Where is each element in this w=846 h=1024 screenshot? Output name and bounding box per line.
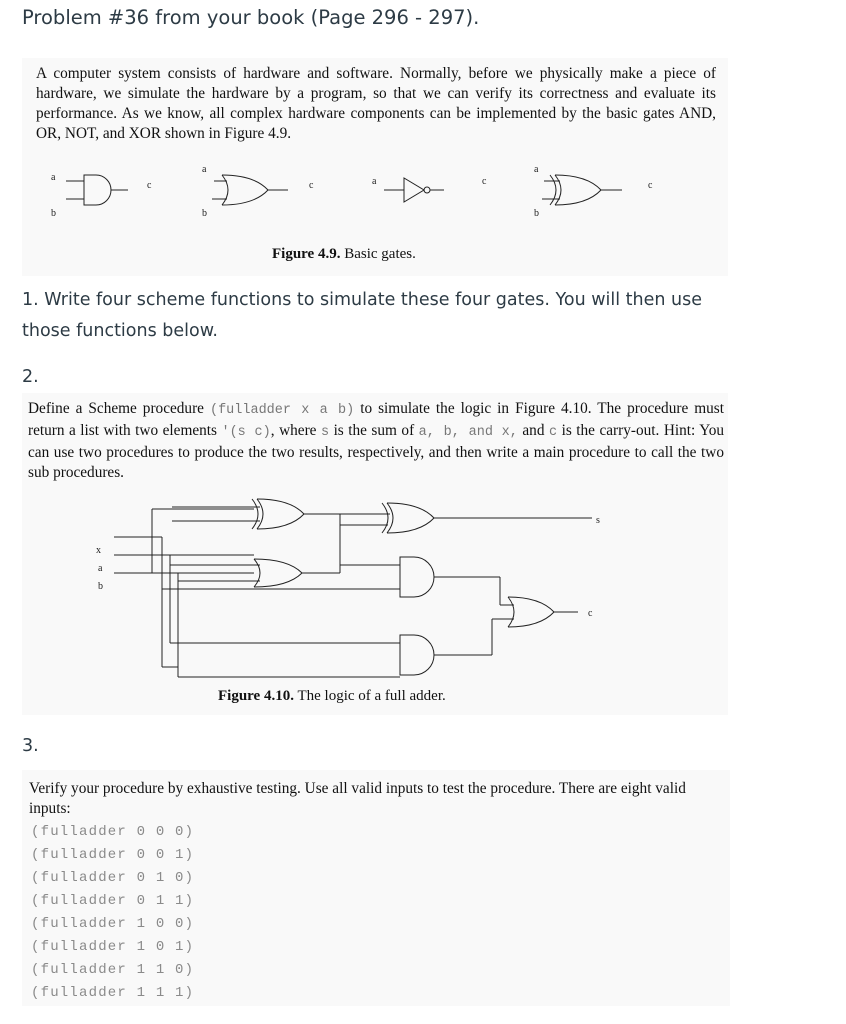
q2-intro: Define a Scheme procedure: [28, 400, 204, 417]
figure-4-10-text: The logic of a full adder.: [297, 688, 446, 704]
test-line-4: (fulladder 0 1 1): [31, 893, 195, 909]
book-excerpt-gates: [22, 58, 728, 276]
xor-gate-input-a: a: [534, 166, 539, 175]
figure-4-9-label: Figure 4.9.: [272, 246, 341, 262]
or-gate-2: [492, 597, 578, 627]
not-gate-input-a: a: [372, 176, 377, 187]
q2-mid2: , where: [270, 422, 317, 439]
question-2-number: 2.: [22, 367, 39, 387]
q2-code-list: '(s c): [221, 425, 271, 440]
xor-gate-2: [340, 503, 592, 533]
circuit-input-a: a: [98, 563, 103, 574]
xor-gate-1: [172, 499, 340, 529]
circuit-input-b: b: [98, 581, 103, 592]
intro-paragraph: A computer system consists of hardware and software. Normally, before we physically make a piece of hardware, we simulate the hardware by a program, so that we can verify its correctness and evaluate its performance. As we know, all complex hardware components can be implemented by the basic gates AND, OR, NOT, and XOR shown in Figure 4.9.: [36, 65, 716, 142]
and-gate-input-b: b: [51, 208, 56, 219]
figure-4-9-caption: [272, 246, 416, 263]
circuit-output-c: c: [588, 608, 593, 619]
test-line-3: (fulladder 0 1 0): [31, 870, 195, 886]
and-gate-input-a: a: [51, 172, 56, 183]
circuit-output-s: s: [596, 515, 600, 526]
not-gate: [384, 174, 444, 202]
and-gate: [66, 175, 128, 205]
figure-4-9-gates: [22, 166, 728, 256]
page-title: Problem #36 from your book (Page 296 - 297).: [22, 6, 480, 29]
test-line-7: (fulladder 1 1 0): [31, 962, 195, 978]
figure-4-9-text: Basic gates.: [344, 246, 416, 262]
question-3-number: 3.: [22, 736, 39, 756]
or-gate: [212, 175, 288, 205]
and-gate-output-c: c: [147, 180, 152, 191]
q2-code-c: c: [548, 425, 558, 440]
test-line-6: (fulladder 1 0 1): [31, 939, 195, 955]
xor-gate: [542, 175, 622, 205]
xor-gate-input-b: b: [534, 208, 539, 219]
question-1: 1. Write four scheme functions to simulate these four gates. You will then use those functions below.: [22, 290, 703, 341]
or-gate-output-c: c: [309, 180, 314, 191]
circuit-input-x: x: [96, 545, 101, 556]
or-gate-input-a: a: [202, 166, 207, 175]
q2-mid4: and: [522, 422, 545, 439]
book-excerpt-full-adder: [22, 393, 728, 715]
q2-code-vars: a, b, and x,: [418, 425, 518, 440]
q2-code-proc: (fulladder x a b): [209, 403, 355, 418]
test-line-5: (fulladder 1 0 0): [31, 916, 195, 932]
q2-mid3: is the sum of: [333, 422, 415, 439]
question-3-paragraph: Verify your procedure by exhaustive testing. Use all valid inputs to test the procedure. There are eight valid inputs:: [29, 780, 686, 817]
test-line-2: (fulladder 0 0 1): [31, 847, 195, 863]
and-gate-2: [162, 619, 492, 677]
q2-end: is the carry-out. Hint: You can use two procedures to produce the two results, respectively, and then write a main procedure to call the two sub procedures.: [28, 422, 725, 481]
not-gate-output-c: c: [482, 176, 487, 187]
figure-4-10-caption: [218, 688, 446, 705]
question-2-paragraph: [28, 399, 724, 483]
q2-mid1: to simulate the logic in Figure 4.10. The procedure must return a list with two elements: [28, 400, 724, 439]
q2-code-s: s: [320, 425, 330, 440]
test-line-8: (fulladder 1 1 1): [31, 985, 195, 1001]
figure-4-10-label: Figure 4.10.: [218, 688, 294, 704]
test-line-1: (fulladder 0 0 0): [31, 824, 195, 840]
or-gate-input-b: b: [202, 208, 207, 219]
xor-gate-output-c: c: [648, 180, 653, 191]
